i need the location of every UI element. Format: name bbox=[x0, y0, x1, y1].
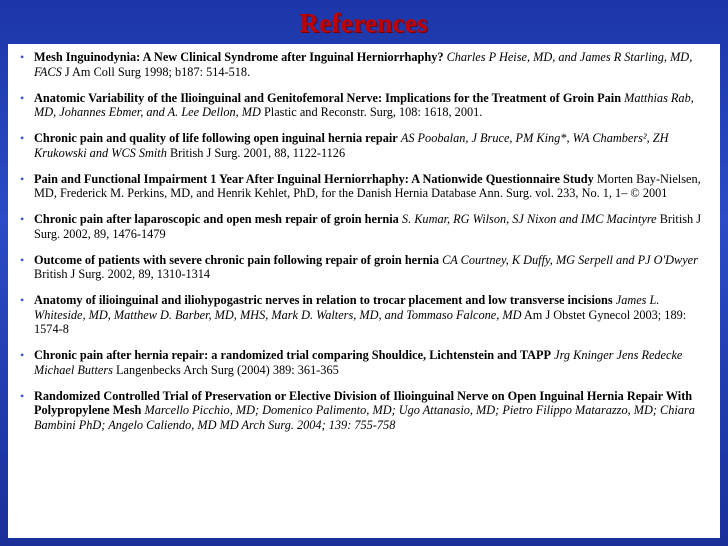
reference-title: Chronic pain after hernia repair: a randomized trial comparing Shouldice, Lichtenstein and TAPP bbox=[34, 348, 552, 362]
reference-authors: Matthias Rab, MD, Johannes Ebmer, and A. Lee Dellon, MD bbox=[34, 90, 694, 119]
reference-title: Chronic pain and quality of life following open inguinal hernia repair bbox=[34, 131, 398, 145]
reference-source: British J Surg. 2002, 89, 1310-1314 bbox=[34, 267, 211, 281]
reference-item bbox=[20, 253, 710, 282]
reference-source: British J Surg. 2002, 89, 1476-1479 bbox=[34, 212, 702, 241]
bullet-dot-icon: • bbox=[20, 131, 25, 145]
bullet-dot-icon: • bbox=[20, 348, 25, 362]
reference-authors: S. Kumar, RG Wilson, SJ Nixon and IMC Macintyre bbox=[401, 212, 657, 226]
bullet-dot-icon: • bbox=[20, 388, 25, 403]
reference-authors: James L. Whiteside, MD, Matthew D. Barber, MD, MHS, Mark D. Walters, MD, and Tommaso Falcone, MD bbox=[34, 293, 660, 322]
bullet-dot-icon: • bbox=[20, 90, 25, 105]
reference-title: Pain and Functional Impairment 1 Year After Inguinal Herniorrhaphy: A Nationwide Questionnaire Study bbox=[34, 171, 594, 186]
bullet-dot-icon: • bbox=[20, 293, 25, 307]
reference-source: Am J Obstet Gynecol 2003; 189: 1574-8 bbox=[34, 307, 687, 336]
reference-source: Plastic and Reconstr. Surg, 108: 1618, 2001. bbox=[263, 105, 483, 119]
reference-item bbox=[20, 212, 710, 241]
reference-item bbox=[20, 50, 710, 79]
reference-source: Langenbecks Arch Surg (2004) 389: 361-365 bbox=[115, 362, 339, 377]
reference-authors: CA Courtney, K Duffy, MG Serpell and PJ O'Dwyer bbox=[442, 252, 698, 267]
reference-source: J Am Coll Surg 1998; b187: 514-518. bbox=[64, 64, 251, 79]
reference-authors: Charles P Heise, MD, and James R Starling, MD, FACS bbox=[34, 50, 693, 79]
slide-title: References bbox=[299, 8, 429, 38]
reference-item bbox=[20, 389, 710, 433]
reference-title: Chronic pain after laparoscopic and open mesh repair of groin hernia bbox=[34, 212, 399, 226]
bullet-dot-icon: • bbox=[20, 171, 25, 186]
reference-title: Mesh Inguinodynia: A New Clinical Syndrome after Inguinal Herniorrhaphy? bbox=[34, 50, 444, 64]
reference-source: British J Surg. 2001, 88, 1122-1126 bbox=[169, 145, 346, 160]
reference-item bbox=[20, 131, 710, 160]
reference-item bbox=[20, 91, 710, 120]
reference-title: Randomized Controlled Trial of Preservation or Elective Division of Ilioinguinal Nerve on Open Inguinal Hernia Repair With Polypropylene Mesh bbox=[34, 388, 693, 417]
reference-item bbox=[20, 293, 710, 337]
reference-title: Anatomy of ilioinguinal and iliohypogastric nerves in relation to trocar placement and low transverse incisions bbox=[34, 293, 613, 307]
bullet-dot-icon: • bbox=[20, 252, 25, 267]
references-panel bbox=[8, 44, 720, 538]
reference-source: Morten Bay-Nielsen, MD, Frederick M. Perkins, MD, and Henrik Kehlet, PhD, for the Danish Hernia Database Ann. Surg. vol. 233, No. 1, 1– © 2001 bbox=[34, 171, 701, 200]
reference-item bbox=[20, 348, 710, 377]
bullet-dot-icon: • bbox=[20, 50, 25, 64]
reference-authors: Jrg Kninger Jens Redecke Michael Butters bbox=[34, 348, 683, 377]
reference-title: Outcome of patients with severe chronic pain following repair of groin hernia bbox=[34, 252, 439, 267]
references-list bbox=[20, 50, 710, 432]
reference-title: Anatomic Variability of the Ilioinguinal and Genitofemoral Nerve: Implications for the Treatment of Groin Pain bbox=[34, 90, 622, 105]
bullet-dot-icon: • bbox=[20, 212, 25, 226]
reference-authors: Marcello Picchio, MD; Domenico Palimento, MD; Ugo Attanasio, MD; Pietro Filippo Matarazzo, MD; Chiara Bambini PhD; Angelo Caliendo, MD MD Arch Surg. 2004; 139: 755-758 bbox=[34, 403, 695, 432]
reference-item bbox=[20, 172, 710, 201]
reference-authors: AS Poobalan, J Bruce, PM King*, WA Chambers², ZH Krukowski and WCS Smith bbox=[34, 131, 669, 160]
